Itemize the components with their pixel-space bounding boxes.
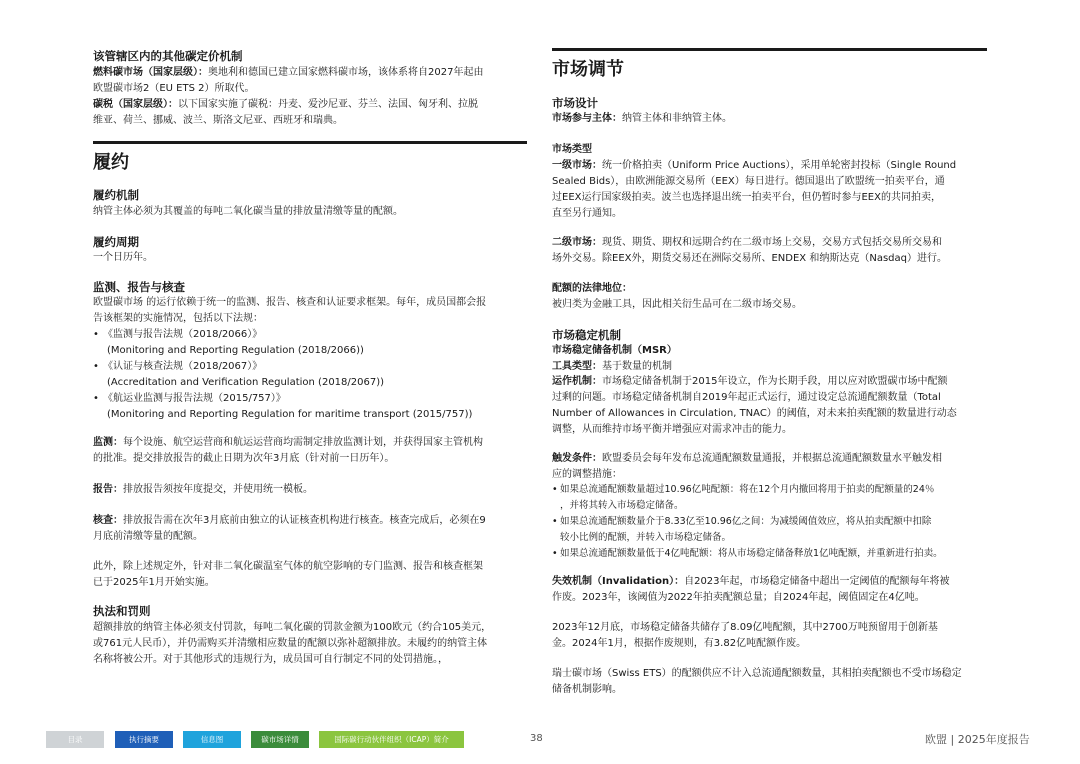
other-pricing-title: 该管辖区内的其他碳定价机制 <box>93 49 243 63</box>
market-types-label: 市场类型 <box>552 144 592 155</box>
compliance-period-title: 履约周期 <box>93 235 139 249</box>
list-item: • 如果总流通配额数量超过10.96亿吨配额：将在12个月内撤回将用于拍卖的配额量的24％ ，并将其转入市场稳定储备。 <box>552 482 992 514</box>
market-design-title: 市场设计 <box>552 96 598 110</box>
market-regulation-title: 市场调节 <box>552 59 624 80</box>
regulation-list <box>93 327 533 423</box>
legal-status-text: 被归类为金融工具，因此相关衍生品可在二级市场交易。 <box>552 299 802 310</box>
mrv-intro: 欧盟碳市场 的运行依赖于统一的监测、报告、核查和认证要求框架。每年，成员国都会报 告该框架的实施情况，包括以下法规： <box>93 297 487 324</box>
compliance-mechanism-text: 纳管主体必须为其覆盖的每吨二氧化碳当量的排放量清缴等量的配额。 <box>93 206 403 217</box>
market-participants-text: 市场参与主体：纳管主体和非纳管主体。 <box>552 113 732 124</box>
swiss-ets-text: 瑞士碳市场（Swiss ETS）的配额供应不计入总流通配额数量，其相拍卖配额也不受市场稳定 储备机制影响。 <box>552 668 962 695</box>
nav-infographic-button[interactable]: 信息图 <box>183 731 241 748</box>
legal-status-label: 配额的法律地位： <box>552 283 632 294</box>
mrv-title: 监测、报告与核查 <box>93 280 185 294</box>
nav-contents-button[interactable]: 目录 <box>46 731 104 748</box>
carbon-tax-text: 碳税（国家层级）：以下国家实施了碳税：丹麦、爱沙尼亚、芬兰、法国、匈牙利、拉脱 维亚、荷兰、挪威、波兰、斯洛文尼亚、西班牙和瑞典。 <box>93 99 478 126</box>
market-regulation-divider <box>552 48 987 51</box>
stability-mechanism-title: 市场稳定机制 <box>552 328 621 342</box>
primary-market-text: 一级市场：统一价格拍卖（Uniform Price Auctions），采用单轮密封投标（Single Round Sealed Bids），由欧洲能源交易所（EEX）每日进行。德国退出了欧盟统一拍卖平台，通 过EEX运行国家级拍卖。波兰也选择退出统一拍卖平台，但仍暂时参与EEX的共同拍卖， 直至另行通知。 <box>552 160 957 219</box>
secondary-market-text: 二级市场：现货、期货、期权和远期合约在二级市场上交易，交易方式包括交易所交易和 场外交易。除EEX外，期货交易还在洲际交易所、ENDEX 和纳斯达克（Nasdaq）进行。 <box>552 237 947 264</box>
msr-holdings-text: 2023年12月底，市场稳定储备共储存了8.09亿吨配额，其中2700万吨预留用于创新基 金。2024年1月，根据作废规则，有3.82亿吨配额作废。 <box>552 622 938 649</box>
nav-executive-summary-button[interactable]: 执行摘要 <box>115 731 173 748</box>
list-item-en: (Monitoring and Reporting Regulation (2018/2066)) <box>107 345 364 356</box>
list-item: • 《认证与核查法规（2018/2067）》 <box>93 359 533 375</box>
tool-type-text: 工具类型：基于数量的机制 <box>552 361 672 372</box>
list-item: • 如果总流通配额数量低于4亿吨配额：将从市场稳定储备释放1亿吨配额，并重新进行拍卖。 <box>552 546 992 562</box>
compliance-title: 履约 <box>93 152 129 173</box>
trigger-list <box>552 482 992 562</box>
list-item: • 《航运业监测与报告法规（2015/757）》 <box>93 391 533 407</box>
list-item-en: (Accreditation and Verification Regulation (2018/2067)) <box>107 377 385 388</box>
trigger-text: 触发条件：欧盟委员会每年发布总流通配额数量通报，并根据总流通配额数量水平触发相 应的调整措施： <box>552 453 942 480</box>
nav-market-details-button[interactable]: 碳市场详情 <box>251 731 309 748</box>
compliance-mechanism-title: 履约机制 <box>93 188 139 202</box>
nav-icap-intro-button[interactable]: 国际碳行动伙伴组织（ICAP）简介 <box>319 731 464 748</box>
reporting-text: 报告：排放报告须按年度提交，并使用统一模板。 <box>93 484 313 495</box>
report-label: 欧盟 | 2025年度报告 <box>925 733 1030 746</box>
compliance-period-text: 一个日历年。 <box>93 252 153 263</box>
enforcement-title: 执法和罚则 <box>93 604 151 618</box>
verification-text: 核查：排放报告需在次年3月底前由独立的认证核查机构进行核查。核查完成后，必须在9 月底前清缴等量的配额。 <box>93 515 486 542</box>
aviation-mrv-text: 此外，除上述规定外，针对非二氧化碳温室气体的航空影响的专门监测、报告和核查框架 已于2025年1月开始实施。 <box>93 561 483 588</box>
list-item-en: (Monitoring and Reporting Regulation for maritime transport (2015/757)) <box>107 409 473 420</box>
enforcement-text: 超额排放的纳管主体必须支付罚款，每吨二氧化碳的罚款金额为100欧元（约合105美元， 或761元人民币），并仍需购买并清缴相应数量的配额以弥补超额排放。未履约的纳管主体 名称将被公开。对于其他形式的违规行为，成员国可自行制定不同的处罚措施。， <box>93 622 492 665</box>
page-number: 38 <box>530 733 543 744</box>
monitoring-text: 监测：每个设施、航空运营商和航运运营商均需制定排放监测计划，并获得国家主管机构 的批准。提交排放报告的截止日期为次年3月底（针对前一日历年）。 <box>93 437 483 464</box>
fuel-market-text: 燃料碳市场（国家层级）：奥地利和德国已建立国家燃料碳市场，该体系将自2027年起由 欧盟碳市场2（EU ETS 2）所取代。 <box>93 67 484 94</box>
operation-text: 运作机制：市场稳定储备机制于2015年设立，作为长期手段，用以应对欧盟碳市场中配额 过剩的问题。市场稳定储备机制自2019年起正式运行，通过设定总流通配额数量（Total Number of Allowances in Circulation, TNAC）的阈值，对未来拍卖配额的数量进行动态 调整，从而维持市场平衡并增强应对需求冲击的能力。 <box>552 376 957 435</box>
compliance-divider <box>93 141 527 144</box>
list-item: • 《监测与报告法规（2018/2066）》 <box>93 327 533 343</box>
invalidation-text: 失效机制（Invalidation）：自2023年起，市场稳定储备中超出一定阈值的配额每年将被 作废。2023年，该阈值为2022年拍卖配额总量；自2024年起，阈值固定在4亿吨。 <box>552 576 950 603</box>
msr-label: 市场稳定储备机制（MSR） <box>552 345 677 356</box>
list-item: • 如果总流通配额数量介于8.33亿至10.96亿之间：为减缓阈值效应，将从拍卖配额中扣除 较小比例的配额，并转入市场稳定储备。 <box>552 514 992 546</box>
